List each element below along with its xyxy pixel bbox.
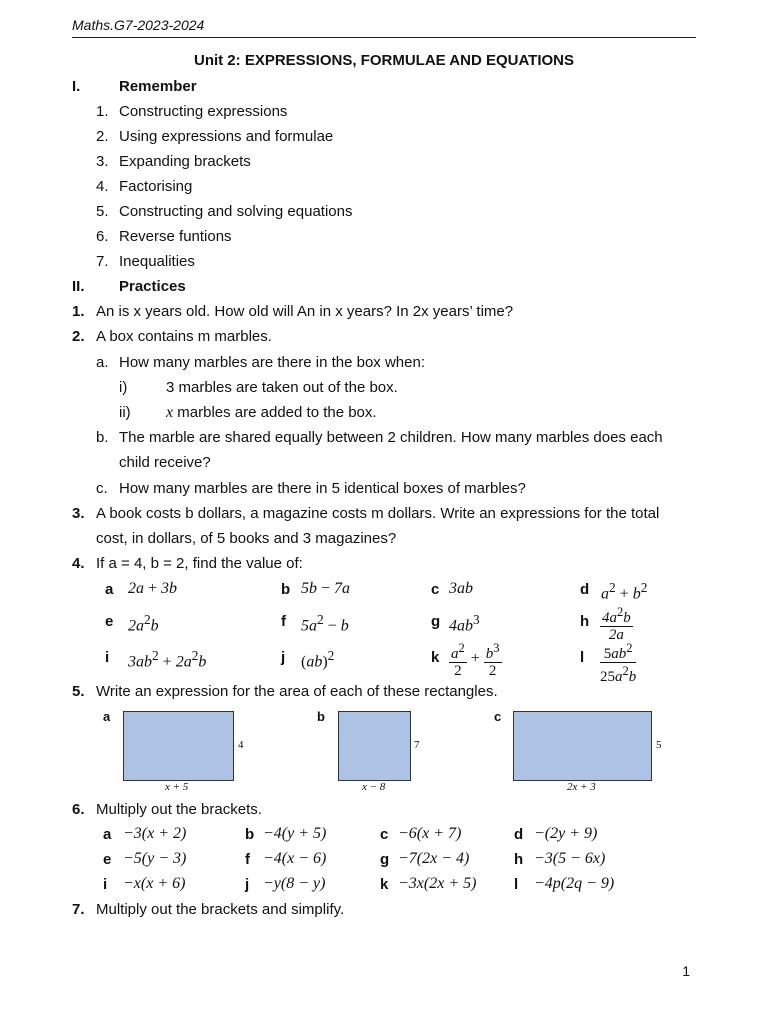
rectangle-a	[123, 711, 234, 781]
expression-label: f	[245, 851, 250, 868]
header-rule	[72, 37, 696, 38]
remember-item: Using expressions and formulae	[119, 128, 334, 145]
expression: −4(y + 5)	[263, 825, 327, 842]
question-text: If a = 4, b = 2, find the value of:	[96, 555, 303, 572]
remember-item-number: 6.	[96, 228, 109, 245]
section-1-number: I.	[72, 78, 81, 95]
page-header: Maths.G7-2023-2024	[72, 17, 205, 33]
question-number: 2.	[72, 328, 85, 345]
rectangle-side-label: 4	[238, 739, 244, 751]
rectangle-label: c	[494, 709, 502, 724]
expression: (ab)$^2$	[301, 648, 335, 671]
remember-item-number: 1.	[96, 103, 109, 120]
subsubpart-label: ii)	[119, 404, 131, 421]
expression: 5b − 7a	[301, 580, 351, 597]
expression: −(2y + 9)	[534, 825, 598, 842]
remember-item: Constructing and solving equations	[119, 203, 353, 220]
expression-label: l	[514, 876, 519, 893]
remember-item: Expanding brackets	[119, 153, 251, 170]
subpart-text-continued: child receive?	[119, 454, 211, 471]
question-text: A box contains m marbles.	[96, 328, 272, 345]
page-title: Unit 2: EXPRESSIONS, FORMULAE AND EQUATIONS	[193, 52, 575, 69]
remember-item-number: 4.	[96, 178, 109, 195]
expression-label: h	[514, 851, 524, 868]
expression-label: c	[431, 581, 440, 598]
remember-item-number: 5.	[96, 203, 109, 220]
expression-label: a	[103, 826, 112, 843]
subpart-label: b.	[96, 429, 109, 446]
expression-label: e	[105, 613, 114, 630]
remember-item: Inequalities	[119, 253, 195, 270]
question-text: A book costs b dollars, a magazine costs m dollars. Write an expressions for the total	[96, 505, 660, 522]
expression: −3x(2x + 5)	[398, 875, 477, 892]
question-text-continued: cost, in dollars, of 5 books and 3 magazines?	[96, 530, 397, 547]
expression: −3(5 − 6x)	[534, 850, 606, 867]
expression: −4(x − 6)	[263, 850, 327, 867]
expression: $4ab^3$	[449, 612, 480, 635]
remember-item: Factorising	[119, 178, 193, 195]
remember-item-number: 7.	[96, 253, 109, 270]
expression: −6(x + 7)	[398, 825, 462, 842]
section-1-title: Remember	[119, 78, 197, 95]
expression: $\frac{4a^2b}{2a}$	[602, 605, 631, 643]
expression-label: l	[580, 649, 585, 666]
section-2-number: II.	[72, 278, 85, 295]
remember-item: Reverse funtions	[119, 228, 232, 245]
expression-label: c	[380, 826, 389, 843]
question-text: Write an expression for the area of each of these rectangles.	[96, 683, 498, 700]
rectangle-side-label: 7	[414, 739, 420, 751]
expression-label: e	[103, 851, 112, 868]
question-text: Multiply out the brackets.	[96, 801, 262, 818]
subsubpart-label: i)	[119, 379, 128, 396]
expression: $2a^2b$	[128, 612, 159, 635]
expression: $\frac{5ab^2}{25a^2b}$	[600, 641, 637, 685]
expression-label: k	[380, 876, 389, 893]
question-number: 3.	[72, 505, 85, 522]
expression-label: j	[281, 649, 286, 666]
rectangle-b	[338, 711, 411, 781]
subpart-text: How many marbles are there in 5 identical boxes of marbles?	[119, 480, 526, 497]
expression-label: i	[105, 649, 110, 666]
rectangle-bottom-label: 2x + 3	[567, 781, 596, 793]
remember-item-number: 2.	[96, 128, 109, 145]
question-text: Multiply out the brackets and simplify.	[96, 901, 345, 918]
question-number: 1.	[72, 303, 85, 320]
expression-label: g	[380, 851, 390, 868]
remember-item-number: 3.	[96, 153, 109, 170]
expression: −7(2x − 4)	[398, 850, 470, 867]
subpart-label: a.	[96, 354, 109, 371]
expression-label: b	[281, 581, 291, 598]
rectangle-label: b	[317, 709, 325, 724]
expression-label: d	[580, 581, 590, 598]
expression-label: i	[103, 876, 108, 893]
expression-label: h	[580, 613, 590, 630]
question-number: 5.	[72, 683, 85, 700]
rectangle-label: a	[103, 709, 111, 724]
rectangle-c	[513, 711, 652, 781]
expression-label: b	[245, 826, 255, 843]
expression: −4p(2q − 9)	[534, 875, 615, 892]
remember-item: Constructing expressions	[119, 103, 288, 120]
section-2-title: Practices	[119, 278, 186, 295]
subpart-label: c.	[96, 480, 108, 497]
expression-label: k	[431, 649, 440, 666]
page-number: 1	[682, 963, 690, 979]
expression: $5a^2 - b$	[301, 612, 349, 635]
variable-x: x	[166, 404, 174, 421]
subsubpart-text: 3 marbles are taken out of the box.	[166, 379, 398, 396]
expression-label: d	[514, 826, 524, 843]
expression: $3ab^2 + 2a^2b$	[128, 648, 207, 671]
expression: $\frac{a^2}{2}$ + $\frac{b^3}{2}$	[451, 641, 500, 679]
expression: −5(y − 3)	[123, 850, 187, 867]
expression: −x(x + 6)	[123, 875, 186, 892]
expression: 3ab	[449, 580, 473, 597]
expression-label: g	[431, 613, 441, 630]
question-text: An is x years old. How old will An in x years? In 2x years’ time?	[96, 303, 514, 320]
expression: −y(8 − y)	[263, 875, 326, 892]
expression-label: f	[281, 613, 286, 630]
subpart-text: How many marbles are there in the box when:	[119, 354, 425, 371]
expression: $a^2 + b^2$	[601, 580, 648, 603]
subsubpart-text	[166, 403, 377, 423]
question-number: 7.	[72, 901, 85, 918]
question-number: 4.	[72, 555, 85, 572]
expression-label: a	[105, 581, 114, 598]
expression-label: j	[245, 876, 250, 893]
subpart-text: The marble are shared equally between 2 children. How many marbles does each	[119, 429, 663, 446]
expression: 2a + 3b	[128, 580, 178, 597]
subsubpart-text-rest: marbles are added to the box.	[173, 404, 377, 421]
rectangle-bottom-label: x − 8	[362, 781, 386, 793]
rectangle-side-label: 5	[656, 739, 662, 751]
rectangle-bottom-label: x + 5	[165, 781, 189, 793]
expression: −3(x + 2)	[123, 825, 187, 842]
question-number: 6.	[72, 801, 85, 818]
